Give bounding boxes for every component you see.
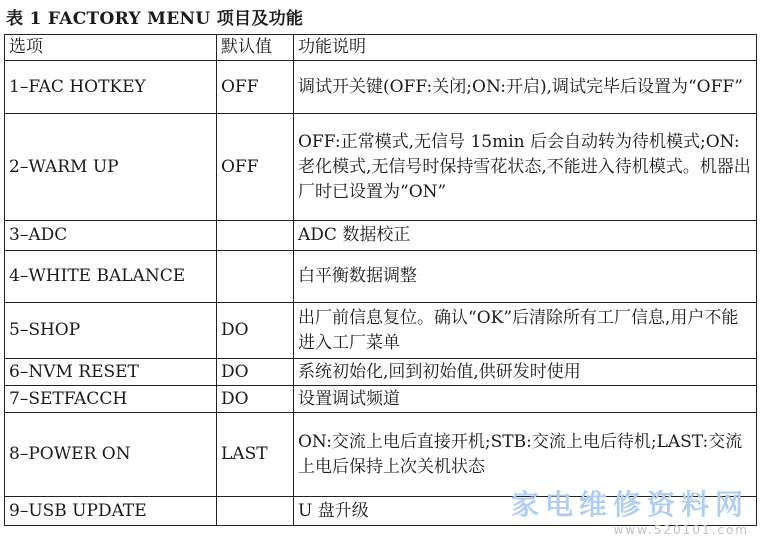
default-cell [217,497,294,526]
option-cell: 9–USB UPDATE [5,497,217,526]
option-cell: 6–NVM RESET [5,359,217,386]
watermark [511,483,749,537]
option-cell: 1–FAC HOTKEY [5,61,217,114]
description-cell: 调试开关键(OFF:关闭;ON:开启),调试完毕后设置为“OFF” [294,61,757,114]
table-row [5,61,757,114]
option-cell: 2–WARM UP [5,114,217,221]
header-default: 默认值 [217,35,294,61]
default-cell: OFF [217,114,294,221]
description-cell: U 盘升级 [294,497,757,526]
description-cell: 系统初始化,回到初始值,供研发时使用 [294,359,757,386]
description-cell: OFF:正常模式,无信号 15min 后会自动转为待机模式;ON:老化模式,无信号时保持雪花状态,不能进入待机模式。机器出厂时已设置为“ON” [294,114,757,221]
header-description: 功能说明 [294,35,757,61]
description-cell: 出厂前信息复位。确认“OK”后清除所有工厂信息,用户不能进入工厂菜单 [294,303,757,359]
default-cell: DO [217,359,294,386]
description-cell: 设置调试频道 [294,386,757,413]
option-cell: 7–SETFACCH [5,386,217,413]
description-cell: ADC 数据校正 [294,221,757,251]
table-row [5,359,757,386]
default-cell [217,221,294,251]
table-row [5,251,757,303]
header-option: 选项 [5,35,217,61]
default-cell: DO [217,386,294,413]
option-cell: 8–POWER ON [5,413,217,497]
table-row [5,221,757,251]
table-row [5,386,757,413]
table-row [5,303,757,359]
watermark-title: 家电维修资料网 [510,488,749,521]
option-cell: 3–ADC [5,221,217,251]
default-cell: DO [217,303,294,359]
default-cell: LAST [217,413,294,497]
table-caption: 表 1 FACTORY MENU 项目及功能 [6,9,304,29]
description-cell: ON:交流上电后直接开机;STB:交流上电后待机;LAST:交流上电后保持上次关机状态 [294,413,757,497]
default-cell [217,251,294,303]
watermark-url: www.520101.com [613,523,749,537]
table-header-row [5,35,757,61]
default-cell: OFF [217,61,294,114]
option-cell: 4–WHITE BALANCE [5,251,217,303]
factory-menu-table [4,34,757,526]
table-row [5,114,757,221]
option-cell: 5–SHOP [5,303,217,359]
description-cell: 白平衡数据调整 [294,251,757,303]
